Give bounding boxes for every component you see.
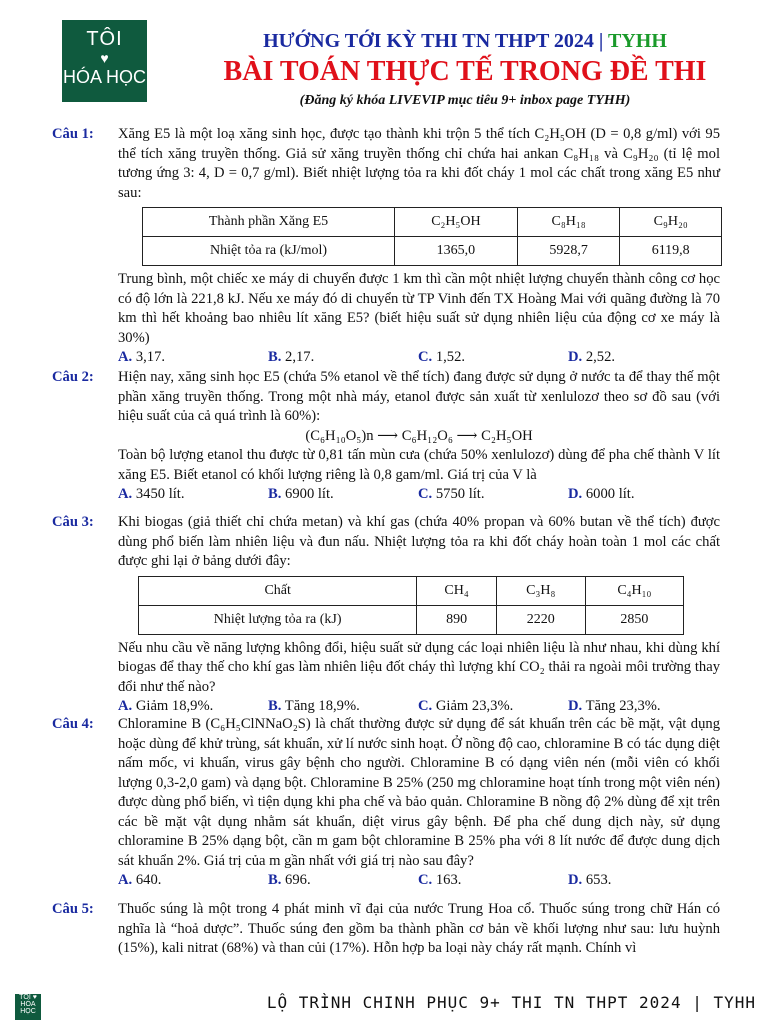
option-a[interactable] [118,871,268,891]
question-text: Chloramine B (C₆H₅ClNNaO₂S) là chất thường được sử dụng để sát khuẩn trên các bề mặt, vật dụng hoặc dùng để khử trùng, sát khuẩn, xử lí nước sinh hoạt. Ở nồng độ cao, chloramine B có tác dụng diệt nấm mốc, vi khuẩn, virus gây bệnh cho người. Chloramine B có dạng viên nén (mỗi viên có khối lượng 0,3-2,0 gam) và dạng bột. Chloramine B 25% (250 mg chloramine hoạt tính trong một viên nén) được dùng phổ biến, vì tiện dụng khi pha chế và bảo quản. Chloramine B nồng độ 2% dùng để xịt trên các bề mặt vật dụng nhằm sát khuẩn, diệt virus gây bệnh. Để pha chế dung dịch này, sử dụng chloramine B 25% dạng bột, cần m gam bột chloramine B 25% pha với 8 lít nước để được dung dịch sát khuẩn 2%. Giá trị của m gần nhất với giá trị nào sau đây? [118,716,720,869]
option-letter: C. [418,872,433,888]
table-cell: Nhiệt lượng tỏa ra (kJ) [139,605,417,634]
table-row [143,208,722,237]
question-text: Thuốc súng là một trong 4 phát minh vĩ đại của nước Trung Hoa cổ. Thuốc súng trong chữ Hán có nghĩa là “hoả dược”. Thuốc súng đen gồm ba thành phần cơ bản về khối lượng như sau: lưu huỳnh (15%), kali nitrat (68%) và than củi (17%). Hỗn hợp ba loại này cháy rất mạnh. Chính vì [118,901,720,956]
option-letter: C. [418,698,433,714]
option-letter: A. [118,872,133,888]
header-title-text: HƯỚNG TỚI KỲ THI TN THPT 2024 | [263,30,608,52]
question-2 [52,368,720,505]
table-cell: C₄H₁₀ [585,576,683,605]
question-label: Câu 2: [52,369,94,385]
header-title [160,30,768,53]
question-label: Câu 1: [52,126,94,142]
footer-text: LỘ TRÌNH CHINH PHỤC 9+ THI TN THPT 2024 | TYHH [266,993,756,1012]
table-row [139,605,684,634]
option-value: 3,17. [135,349,166,365]
answer-options [118,697,720,717]
option-value: Tăng 18,9%. [284,698,360,714]
table-cell: C₂H₅OH [395,208,518,237]
option-value: 696. [285,872,311,888]
header-brand: TYHH [607,30,667,52]
question-text-2: Trung bình, một chiếc xe máy di chuyển được 1 km thì cần một nhiệt lượng chuyển thành công cơ học có độ lớn là 221,8 kJ. Nếu xe máy đó di chuyển từ TP Vinh đến TX Hoàng Mai với quãng đường là 70 km thì hết khoảng bao nhiêu lít xăng E5? (biết hiệu suất sử dụng nhiên liệu của động cơ xe máy là 30%) [118,271,720,346]
option-value: 3450 lít. [135,486,185,502]
option-letter: B. [268,872,282,888]
question-3 [52,513,720,717]
option-a[interactable] [118,697,268,717]
table-cell: 2220 [496,605,585,634]
option-letter: B. [268,698,282,714]
table-cell: Chất [139,576,417,605]
option-c[interactable] [418,871,568,891]
option-value: 1,52. [435,349,466,365]
reaction-scheme: (C₆H₁₀O₅)n ⟶ C₆H₁₂O₆ ⟶ C₂H₅OH [305,427,533,444]
option-value: Giảm 23,3%. [435,698,514,714]
question-4 [52,715,720,891]
question-text: Hiện nay, xăng sinh học E5 (chứa 5% etanol về thể tích) đang được sử dụng ở nước ta để thay thế một phần xăng truyền thống. Trong một nhà máy, etanol được sản xuất từ xenlulozơ theo sơ đồ sau (với hiệu suất của cả quá trình là 60%): [118,369,720,424]
option-letter: B. [268,349,282,365]
option-c[interactable] [418,697,568,717]
table-cell: C₉H₂₀ [620,208,722,237]
question-1 [52,125,720,368]
option-letter: B. [268,486,282,502]
option-value: 163. [435,872,462,888]
option-b[interactable] [268,697,418,717]
option-c[interactable] [418,348,568,368]
table-cell: C₈H₁₈ [517,208,620,237]
heat-table [142,207,722,266]
option-letter: A. [118,486,133,502]
table-row [139,576,684,605]
table-cell: 890 [417,605,497,634]
option-value: 5750 lít. [435,486,485,502]
option-a[interactable] [118,485,268,505]
option-value: Tăng 23,3%. [585,698,661,714]
option-b[interactable] [268,485,418,505]
answer-options [118,485,720,505]
question-label: Câu 3: [52,514,94,530]
question-text: Khi biogas (giả thiết chỉ chứa metan) và khí gas (chứa 40% propan và 60% butan về thể tích) được dùng phổ biến làm nhiên liệu và đun nấu. Nhiệt lượng tỏa ra khi đốt cháy hoàn toàn 1 mol các chất được ghi lại ở bảng dưới đây: [118,514,720,569]
footer [0,985,768,1024]
table-cell: 1365,0 [395,237,518,266]
heart-icon: ♥ [100,50,109,66]
option-letter: A. [118,698,133,714]
option-value: 6900 lít. [285,486,334,502]
option-letter: D. [568,349,583,365]
option-value: Giảm 18,9%. [135,698,214,714]
brand-logo [62,20,147,102]
table-cell: 2850 [585,605,683,634]
table-cell: Nhiệt tỏa ra (kJ/mol) [143,237,395,266]
option-d[interactable] [568,871,718,891]
option-letter: C. [418,486,433,502]
heat-table [138,576,684,635]
table-cell: Thành phần Xăng E5 [143,208,395,237]
answer-options [118,348,720,368]
option-letter: D. [568,872,583,888]
question-text: Xăng E5 là một loạ xăng sinh học, được tạo thành khi trộn 5 thể tích C₂H₅OH (D = 0,8 g/ml) với 95 thể tích xăng truyền thống. Giả sử xăng truyền thống chỉ chứa hai ankan C₈H₁₈ và C₉H₂₀ (tỉ lệ mol tương ứng 3: 4, D = 0,7 g/ml). Biết nhiệt lượng tỏa ra khi đốt cháy 1 mol các chất trong xăng E5 như sau: [118,126,720,201]
option-letter: D. [568,486,583,502]
option-b[interactable] [268,348,418,368]
option-a[interactable] [118,348,268,368]
question-5 [52,900,720,959]
table-cell: 6119,8 [620,237,722,266]
answer-options [118,871,720,891]
option-value: 2,17. [285,349,315,365]
table-cell: CH₄ [417,576,497,605]
question-label: Câu 5: [52,901,94,917]
question-text-2: Toàn bộ lượng etanol thu được từ 0,81 tấn mùn cưa (chứa 50% xenlulozơ) dùng để pha chế thành V lít xăng E5. Biết etanol có khối lượng riêng là 0,8 gam/ml. Giá trị của V là [118,447,720,483]
option-b[interactable] [268,871,418,891]
option-d[interactable] [568,485,718,505]
option-value: 640. [135,872,162,888]
logo-line1: TÔI [86,28,123,50]
option-value: 653. [585,872,612,888]
page-subtitle: (Đăng ký khóa LIVEVIP mục tiêu 9+ inbox page TYHH) [299,93,631,108]
option-letter: A. [118,349,133,365]
table-cell: 5928,7 [517,237,620,266]
option-d[interactable] [568,348,718,368]
table-cell: C₃H₈ [496,576,585,605]
question-label: Câu 4: [52,716,94,732]
option-d[interactable] [568,697,718,717]
logo-line2: HÓA HỌC [62,67,146,87]
option-value: 2,52. [585,349,616,365]
footer-logo: TÔI ♥ HÓA HỌC [15,994,41,1020]
page-title: BÀI TOÁN THỰC TẾ TRONG ĐỀ THI [223,56,707,87]
option-letter: C. [418,349,433,365]
option-c[interactable] [418,485,568,505]
option-value: 6000 lít. [585,486,635,502]
option-letter: D. [568,698,583,714]
table-row [143,237,722,266]
question-text-2: Nếu nhu cầu về năng lượng không đổi, hiệu suất sử dụng các loại nhiên liệu là như nhau, khi dùng khí biogas để thay thế cho khí gas làm nhiên liệu đốt cháy thì lượng khí CO₂ thải ra ngoài môi trường thay đổi như thế nào? [118,639,720,695]
